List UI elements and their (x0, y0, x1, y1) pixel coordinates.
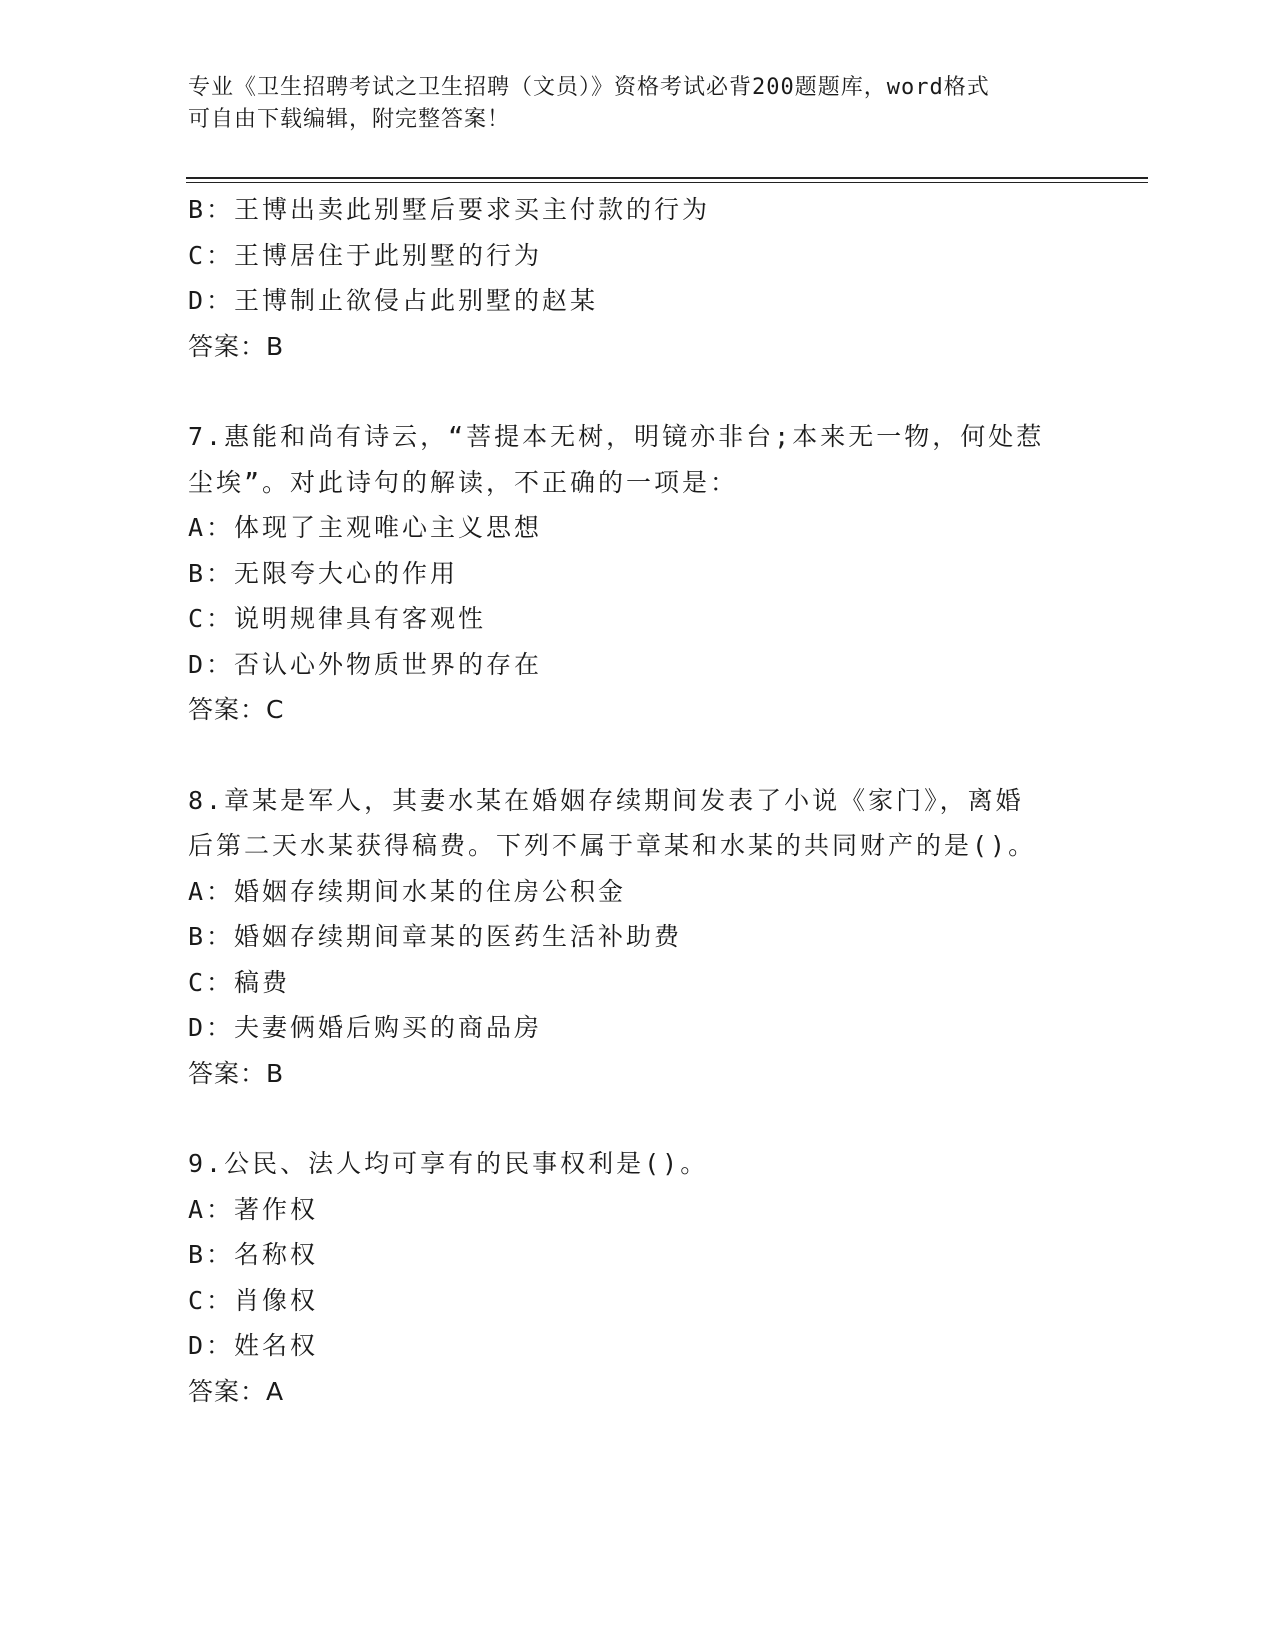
option-b: B：婚姻存续期间章某的医药生活补助费 (188, 922, 683, 951)
option-a: A：婚姻存续期间水某的住房公积金 (188, 876, 627, 906)
question-7 (188, 414, 1088, 733)
continued-question (188, 187, 1088, 369)
option-d: D：夫妻俩婚后购买的商品房 (188, 1013, 543, 1042)
option-c: C：稿费 (188, 967, 291, 997)
document-body (188, 187, 1088, 1414)
header-divider-thin (186, 182, 1148, 183)
option-a: A：体现了主观唯心主义思想 (188, 513, 543, 542)
question-stem-line-2: 尘埃”。对此诗句的解读，不正确的一项是： (188, 467, 739, 497)
header-line-2: 可自由下载编辑，附完整答案！ (188, 107, 511, 132)
answer-line: 答案：A (188, 1376, 285, 1406)
header-divider-thick (186, 177, 1148, 179)
question-stem-line-1: 7.惠能和尚有诗云，“菩提本无树，明镜亦非台;本来无一物，何处惹 (188, 422, 1045, 451)
option-a: A：著作权 (188, 1194, 319, 1224)
header-line-1: 专业《卫生招聘考试之卫生招聘（文员）》资格考试必背200题题库，word格式 (188, 75, 990, 100)
option-c: C：王博居住于此别墅的行为 (188, 240, 543, 270)
option-b: B：名称权 (188, 1240, 319, 1269)
answer-line: 答案：B (188, 1058, 285, 1088)
option-d: D：否认心外物质世界的存在 (188, 649, 543, 679)
question-stem-line-1: 9.公民、法人均可享有的民事权利是()。 (188, 1149, 709, 1178)
question-stem-line-1: 8.章某是军人，其妻水某在婚姻存续期间发表了小说《家门》，离婚 (188, 785, 1024, 815)
option-d: D：姓名权 (188, 1331, 319, 1360)
option-d: D：王博制止欲侵占此别墅的赵某 (188, 286, 599, 315)
option-b: B：王博出卖此别墅后要求买主付款的行为 (188, 195, 711, 224)
answer-line: 答案：B (188, 331, 285, 361)
answer-line: 答案：C (188, 695, 285, 724)
question-8 (188, 778, 1088, 1097)
page-header (188, 72, 1068, 136)
option-c: C：说明规律具有客观性 (188, 604, 487, 633)
option-b: B：无限夸大心的作用 (188, 558, 459, 588)
question-9 (188, 1141, 1088, 1414)
question-stem-line-2: 后第二天水某获得稿费。下列不属于章某和水某的共同财产的是()。 (188, 831, 1037, 860)
option-c: C：肖像权 (188, 1285, 319, 1315)
